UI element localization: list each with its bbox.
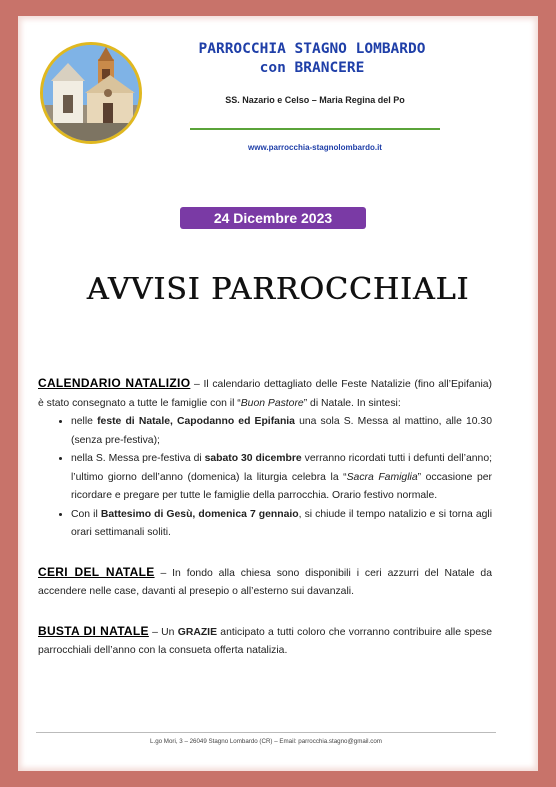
footer-address: L.go Mori, 3 – 26049 Stagno Lombardo (CR) – Email: parrocchia.stagno@gmail.com (150, 738, 382, 745)
list-item-em: Sacra Famiglia (346, 471, 418, 483)
list-item (71, 506, 492, 543)
list-item-text: , si chiude il tempo natalizio e si torna agli orari settimanali soliti. (71, 508, 493, 538)
list-item (71, 450, 492, 506)
notices-content (38, 374, 492, 661)
parish-name (180, 40, 444, 78)
church-photo-icon (43, 45, 139, 141)
busta-text-a: – Un (148, 626, 178, 638)
list-item-text: ” occasione per ricordare e pregare per tutte le famiglie della parrocchia. Orario festivo normale. (71, 471, 493, 501)
spacer (38, 543, 492, 563)
calendario-intro-a: – Il calendario dettagliato delle Feste Natalizie (fino all’Epifania) è stato consegnato a tutte le famiglie con il “ (38, 379, 492, 409)
busta-text-b: anticipato a tutti coloro che vorranno contribuire alle spese parrocchiali dell’anno con la consueta offerta natalizia. (38, 626, 493, 656)
list-item-text: una sola S. Messa al mattino, alle 10.30 (senza pre-festiva); (71, 416, 492, 446)
ceri-paragraph (38, 563, 492, 602)
spacer (38, 602, 492, 622)
list-item (71, 413, 492, 450)
divider (190, 128, 440, 130)
calendario-intro-em: Buon Pastore (240, 397, 304, 409)
busta-text-bold: GRAZIE (177, 626, 218, 638)
calendario-intro-b: ” di Natale. In sintesi: (303, 397, 401, 409)
list-item-text: nella S. Messa pre-festiva di (71, 453, 205, 464)
list-item-bold: feste di Natale, Capodanno ed Epifania (97, 416, 295, 427)
parish-name-line2: con BRANCERE (259, 60, 365, 76)
calendario-paragraph (38, 374, 492, 413)
website-link[interactable]: www.parrocchia-stagnolombardo.it (248, 143, 382, 152)
ceri-heading: CERI DEL NATALE (38, 564, 155, 579)
parish-name-line1: PARROCCHIA STAGNO LOMBARDO (198, 41, 426, 57)
list-item-text: verranno ricordati tutti i defunti dell’anno; l’ultimo giorno dell’anno (domenica) la liturgia celebra la “ (71, 453, 492, 483)
calendario-list (38, 413, 492, 543)
list-item-text: Con il (71, 508, 101, 520)
page-title: AVVISI PARROCCHIALI (86, 272, 470, 307)
footer-divider (36, 732, 496, 733)
list-item-bold: Battesimo di Gesù, domenica 7 gennaio (100, 508, 299, 520)
busta-paragraph (38, 622, 492, 661)
church-photo-icon (40, 42, 142, 144)
calendario-heading: CALENDARIO NATALIZIO (38, 376, 191, 390)
list-item-text: nelle (71, 416, 98, 427)
list-item-bold: sabato 30 dicembre (204, 453, 302, 464)
busta-heading: BUSTA DI NATALE (38, 623, 149, 638)
parish-saints: SS. Nazario e Celso – Maria Regina del Po (225, 95, 405, 105)
date-badge: 24 Dicembre 2023 (180, 207, 366, 229)
ceri-text: – In fondo alla chiesa sono disponibili i ceri azzurri del Natale da accendere nelle case, davanti al presepio o all’esterno sui davanzali. (38, 567, 492, 597)
